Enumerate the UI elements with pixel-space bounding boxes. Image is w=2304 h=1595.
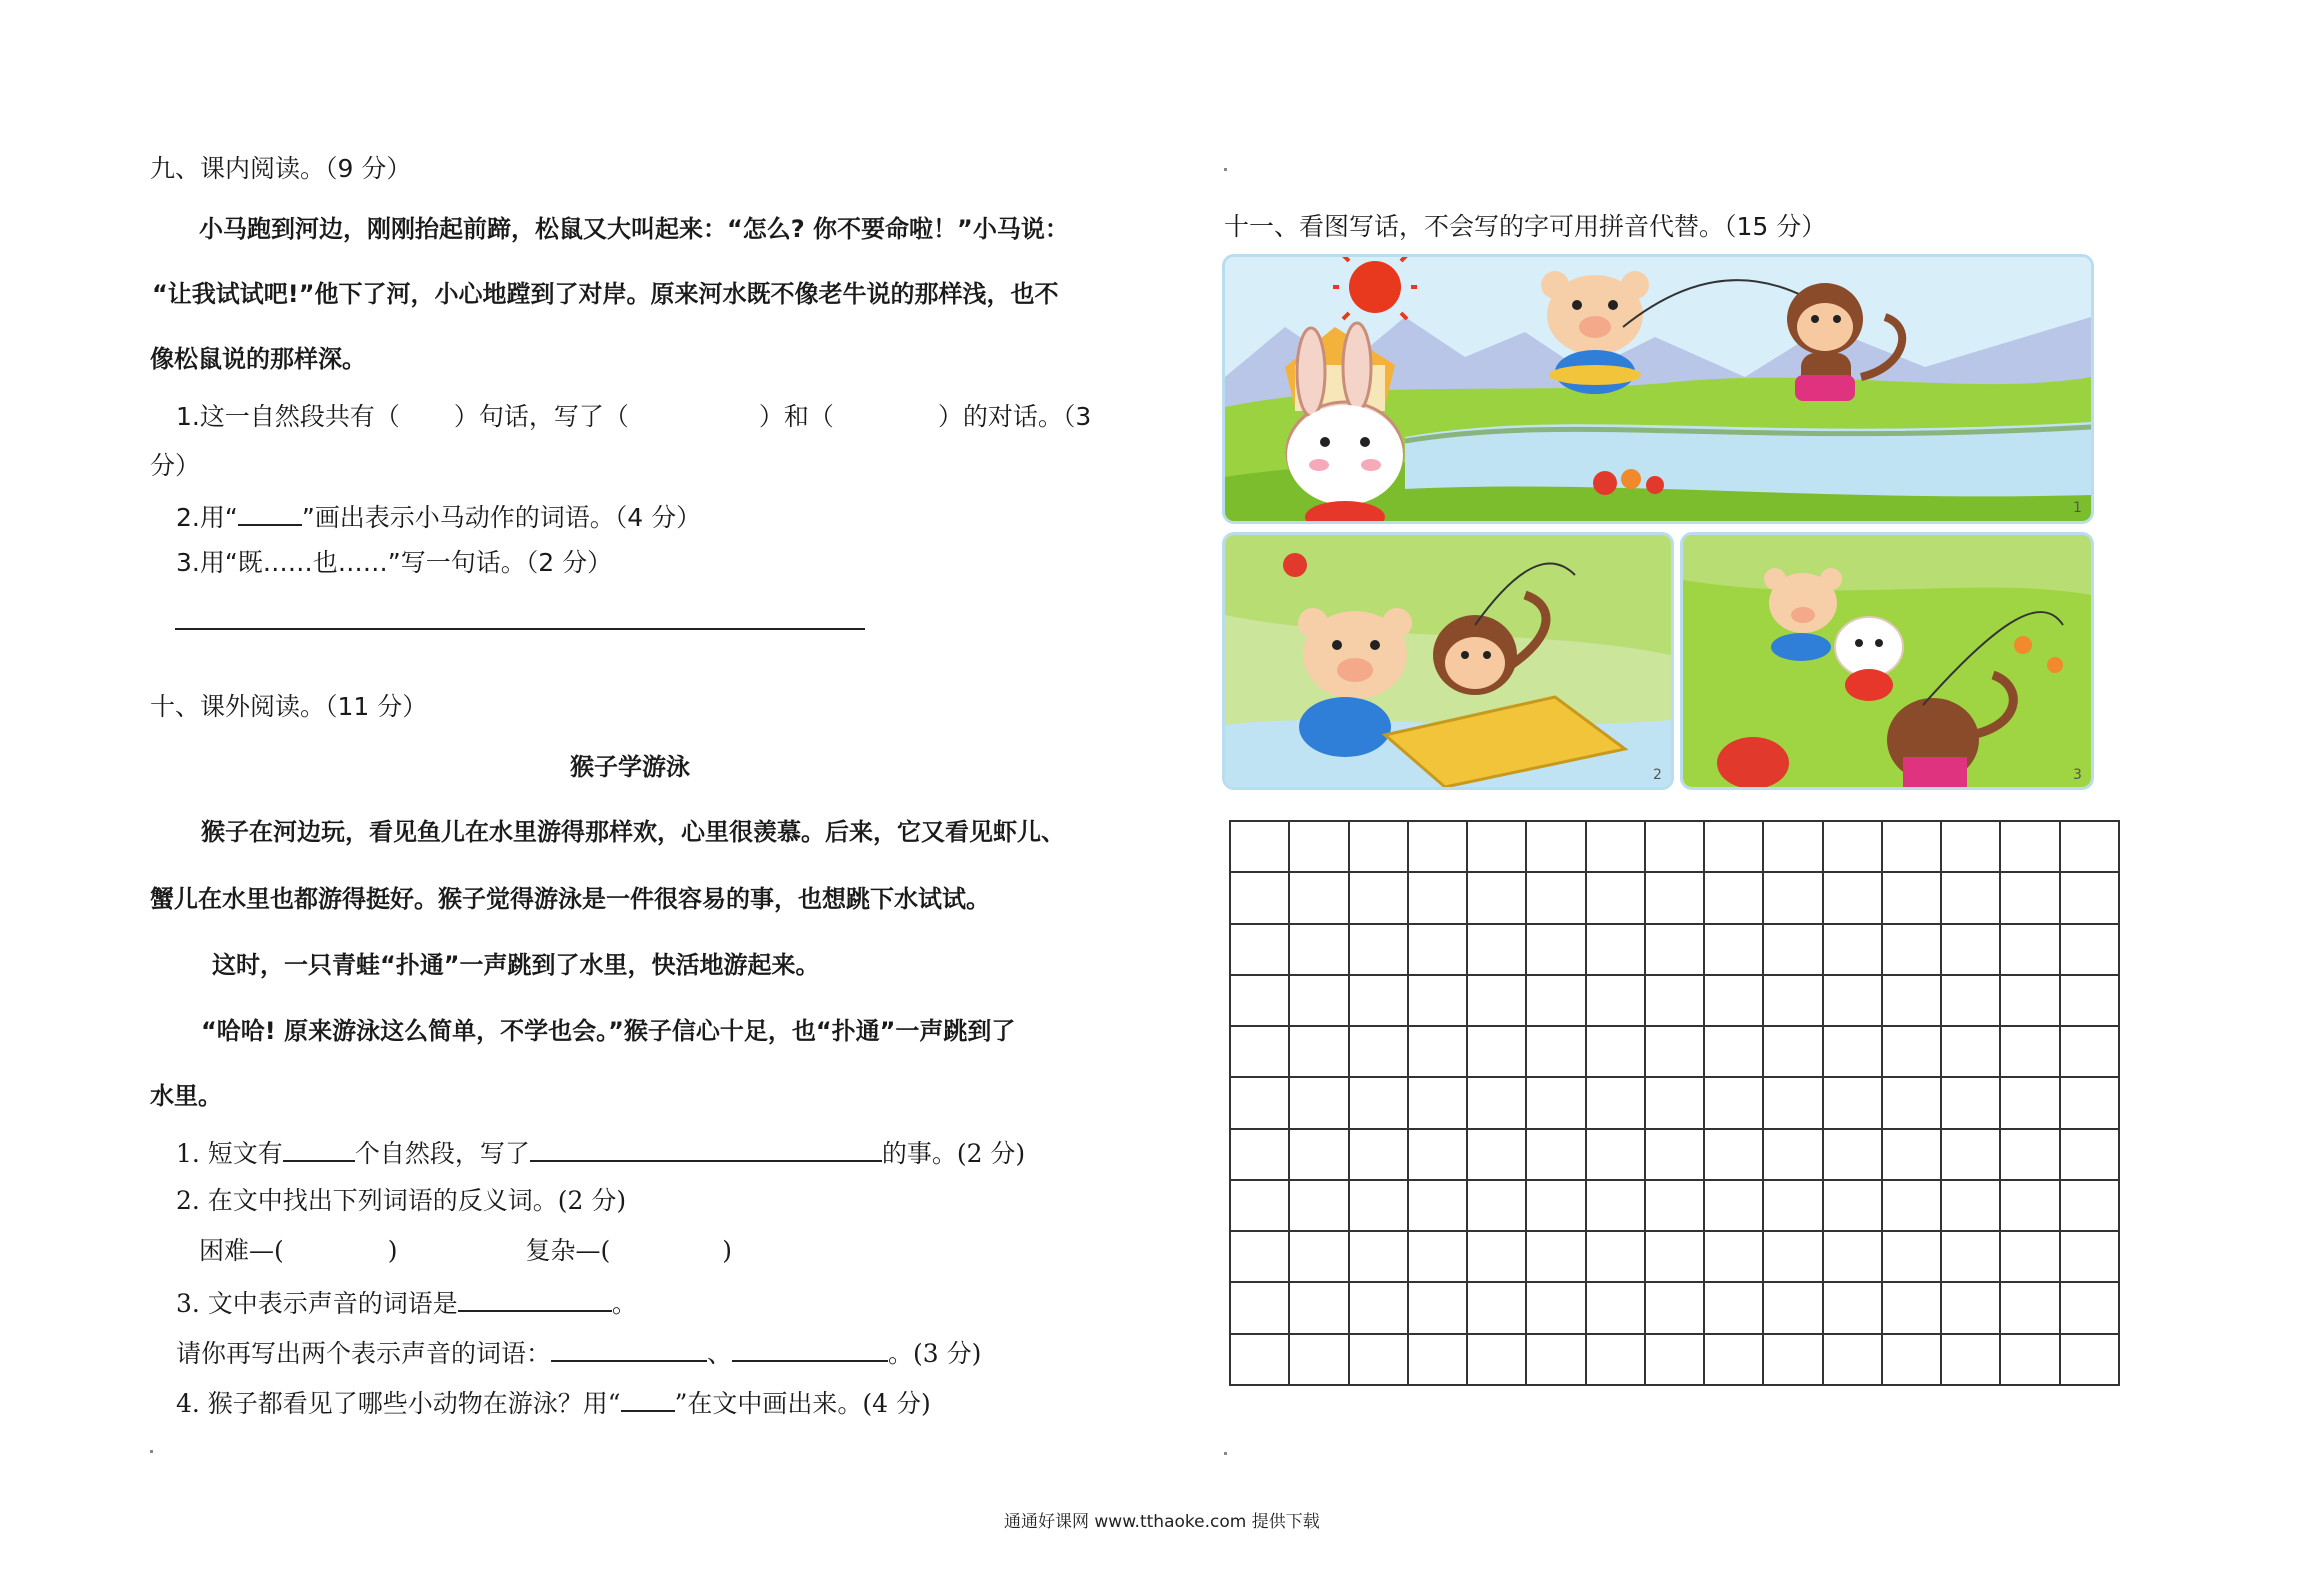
q10-q3-part-b: 。 (611, 1289, 637, 1318)
grid-cell[interactable] (1942, 976, 2001, 1027)
grid-cell[interactable] (1350, 822, 1409, 873)
grid-cell[interactable] (1824, 1027, 1883, 1078)
grid-cell[interactable] (1587, 1232, 1646, 1283)
q10-story-title: 猴子学游泳 (570, 753, 690, 781)
grid-cell[interactable] (1764, 976, 1823, 1027)
grid-cell[interactable] (1527, 925, 1586, 976)
q10-passage-line-5: 水里。 (150, 1082, 222, 1110)
grid-cell[interactable] (1942, 822, 2001, 873)
grid-cell[interactable] (1409, 1027, 1468, 1078)
q10-q4-underline-sample (621, 1386, 675, 1412)
grid-cell[interactable] (1468, 925, 1527, 976)
grid-cell[interactable] (2061, 1283, 2120, 1334)
grid-cell[interactable] (1290, 1130, 1349, 1181)
grid-cell[interactable] (2001, 925, 2060, 976)
q9-q1-part-c: ）和（ (758, 402, 834, 431)
q9-q2-underline-sample (238, 500, 302, 526)
grid-cell[interactable] (1705, 1130, 1764, 1181)
q10-q2-items (199, 1236, 732, 1266)
grid-cell[interactable] (1646, 1078, 1705, 1129)
grid-cell[interactable] (1764, 925, 1823, 976)
grid-cell[interactable] (1646, 1027, 1705, 1078)
grid-cell[interactable] (1587, 1335, 1646, 1386)
q10-q4-part-b: ”在文中画出来。(4 分) (674, 1389, 931, 1418)
grid-cell[interactable] (1350, 976, 1409, 1027)
grid-cell[interactable] (2061, 1335, 2120, 1386)
q10-question-3 (176, 1286, 637, 1319)
q9-answer-line[interactable] (175, 628, 865, 630)
q9-q1-score: 分） (150, 451, 201, 480)
grid-cell[interactable] (1231, 1232, 1290, 1283)
grid-cell[interactable] (1824, 1232, 1883, 1283)
q10-q1-blank-1[interactable] (283, 1136, 355, 1162)
grid-cell[interactable] (1883, 1181, 1942, 1232)
q9-passage-line-2: “让我试试吧!”他下了河，小心地蹚到了对岸。原来河水既不像老牛说的那样浅，也不 (152, 280, 1059, 308)
q10-q3b-blank-1[interactable] (551, 1336, 707, 1362)
grid-cell[interactable] (1942, 1130, 2001, 1181)
q9-q1-part-d: ）的对话。（3 (937, 402, 1092, 431)
grid-cell[interactable] (1883, 822, 1942, 873)
grid-cell[interactable] (1290, 925, 1349, 976)
grid-cell[interactable] (1527, 1181, 1586, 1232)
grid-cell[interactable] (2061, 1232, 2120, 1283)
grid-cell[interactable] (2061, 925, 2120, 976)
grid-cell[interactable] (1646, 822, 1705, 873)
grid-cell[interactable] (1231, 976, 1290, 1027)
grid-cell[interactable] (1764, 873, 1823, 924)
grid-cell[interactable] (1350, 1078, 1409, 1129)
grid-cell[interactable] (1409, 1130, 1468, 1181)
footer-credit: 通通好课网 www.tthaoke.com 提供下载 (1004, 1512, 1320, 1532)
q10-q3b-part-c: 。(3 分) (888, 1339, 982, 1368)
grid-cell[interactable] (1942, 1335, 2001, 1386)
grid-cell[interactable] (1350, 925, 1409, 976)
scene-pig-monkey-on-plank (1225, 535, 1671, 787)
grid-cell[interactable] (1409, 925, 1468, 976)
grid-cell[interactable] (2001, 1078, 2060, 1129)
grid-cell[interactable] (1290, 1335, 1349, 1386)
grid-cell[interactable] (1883, 1232, 1942, 1283)
picture-panel-1 (1222, 254, 2094, 524)
grid-cell[interactable] (1646, 1130, 1705, 1181)
corner-mark-right-bottom (1224, 1452, 1227, 1455)
grid-cell[interactable] (1468, 1078, 1527, 1129)
grid-cell[interactable] (1824, 822, 1883, 873)
q9-question-2 (176, 500, 701, 533)
grid-cell[interactable] (1468, 1283, 1527, 1334)
panel-3-number: 3 (2073, 767, 2082, 783)
grid-cell[interactable] (1231, 873, 1290, 924)
grid-cell[interactable] (1646, 1283, 1705, 1334)
q10-q3-part-a: 3. 文中表示声音的词语是 (176, 1289, 458, 1318)
grid-cell[interactable] (2001, 1130, 2060, 1181)
grid-cell[interactable] (2001, 873, 2060, 924)
grid-cell[interactable] (1290, 1232, 1349, 1283)
grid-cell[interactable] (1942, 1078, 2001, 1129)
grid-cell[interactable] (1705, 925, 1764, 976)
grid-cell[interactable] (1764, 1181, 1823, 1232)
grid-cell[interactable] (1705, 976, 1764, 1027)
grid-cell[interactable] (1646, 873, 1705, 924)
grid-cell[interactable] (1409, 1335, 1468, 1386)
q9-q2-part-b: ”画出表示小马动作的词语。（4 分） (301, 503, 702, 532)
grid-cell[interactable] (1231, 1027, 1290, 1078)
grid-cell[interactable] (1468, 1027, 1527, 1078)
q10-q1-part-a: 1. 短文有 (176, 1139, 283, 1168)
grid-cell[interactable] (2061, 1130, 2120, 1181)
grid-cell[interactable] (1409, 976, 1468, 1027)
grid-cell[interactable] (1764, 1335, 1823, 1386)
q10-title: 十、课外阅读。（11 分） (150, 692, 428, 721)
writing-grid[interactable] (1229, 820, 2120, 1386)
grid-cell[interactable] (1587, 1078, 1646, 1129)
q9-q1-part-b: ）句话，写了（ (453, 402, 629, 431)
panel-2-number: 2 (1653, 767, 1662, 783)
grid-cell[interactable] (1883, 1027, 1942, 1078)
grid-cell[interactable] (1468, 1181, 1527, 1232)
grid-cell[interactable] (1883, 1335, 1942, 1386)
grid-cell[interactable] (1764, 1027, 1823, 1078)
grid-cell[interactable] (1290, 1283, 1349, 1334)
grid-cell[interactable] (1587, 1027, 1646, 1078)
grid-cell[interactable] (1646, 1181, 1705, 1232)
grid-cell[interactable] (1705, 1283, 1764, 1334)
grid-cell[interactable] (1764, 1078, 1823, 1129)
grid-cell[interactable] (1705, 822, 1764, 873)
grid-cell[interactable] (1587, 1283, 1646, 1334)
grid-cell[interactable] (1231, 1283, 1290, 1334)
grid-cell[interactable] (2001, 1232, 2060, 1283)
grid-cell[interactable] (1942, 1283, 2001, 1334)
grid-cell[interactable] (1883, 873, 1942, 924)
q10-q3b-blank-2[interactable] (732, 1336, 888, 1362)
q10-passage-line-1: 猴子在河边玩，看见鱼儿在水里游得那样欢，心里很羡慕。后来，它又看见虾儿、 (201, 818, 1065, 846)
q10-q2-item-c: 复杂—( (525, 1236, 611, 1265)
grid-cell[interactable] (1587, 822, 1646, 873)
scene-pig-monkey-rabbit-by-river (1225, 257, 2091, 521)
grid-cell[interactable] (1824, 1283, 1883, 1334)
grid-cell[interactable] (1587, 873, 1646, 924)
grid-cell[interactable] (1764, 822, 1823, 873)
grid-cell[interactable] (1883, 1283, 1942, 1334)
picture-panel-3 (1680, 532, 2094, 790)
grid-cell[interactable] (1705, 1078, 1764, 1129)
grid-cell[interactable] (1646, 976, 1705, 1027)
corner-mark-right-top (1224, 168, 1227, 171)
grid-cell[interactable] (1824, 925, 1883, 976)
q10-passage-line-4: “哈哈! 原来游泳这么简单，不学也会。”猴子信心十足，也“扑通”一声跳到了 (201, 1017, 1016, 1045)
grid-cell[interactable] (1231, 822, 1290, 873)
q10-question-1 (176, 1136, 1025, 1169)
grid-cell[interactable] (1468, 873, 1527, 924)
grid-cell[interactable] (1350, 1232, 1409, 1283)
grid-cell[interactable] (1883, 925, 1942, 976)
grid-cell[interactable] (2061, 1027, 2120, 1078)
grid-cell[interactable] (1705, 1232, 1764, 1283)
grid-cell[interactable] (1587, 1130, 1646, 1181)
grid-cell[interactable] (1231, 925, 1290, 976)
grid-cell[interactable] (1883, 1078, 1942, 1129)
grid-cell[interactable] (1290, 873, 1349, 924)
grid-cell[interactable] (1824, 976, 1883, 1027)
grid-cell[interactable] (1942, 873, 2001, 924)
grid-cell[interactable] (1527, 976, 1586, 1027)
grid-cell[interactable] (1409, 1232, 1468, 1283)
q10-question-4 (176, 1386, 931, 1419)
grid-cell[interactable] (1883, 1130, 1942, 1181)
grid-cell[interactable] (1824, 1130, 1883, 1181)
grid-cell[interactable] (1290, 1078, 1349, 1129)
q10-q3b-part-a: 请你再写出两个表示声音的词语： (176, 1339, 552, 1368)
q9-passage-line-3: 像松鼠说的那样深。 (150, 345, 366, 373)
grid-cell[interactable] (1231, 1335, 1290, 1386)
scene-rabbit-pig-monkey-fishing (1683, 535, 2091, 787)
grid-cell[interactable] (1942, 925, 2001, 976)
grid-cell[interactable] (1231, 1181, 1290, 1232)
grid-cell[interactable] (1468, 976, 1527, 1027)
grid-cell[interactable] (2001, 976, 2060, 1027)
q10-q2-item-d: ) (722, 1236, 733, 1265)
grid-cell[interactable] (2061, 976, 2120, 1027)
grid-cell[interactable] (1764, 1130, 1823, 1181)
q10-q1-part-c: 的事。(2 分) (881, 1139, 1026, 1168)
grid-cell[interactable] (1705, 1335, 1764, 1386)
grid-cell[interactable] (2001, 1181, 2060, 1232)
grid-cell[interactable] (1705, 873, 1764, 924)
q10-q3-blank[interactable] (458, 1286, 612, 1312)
q10-q1-part-b: 个自然段，写了 (354, 1139, 530, 1168)
q10-question-2: 2. 在文中找出下列词语的反义词。(2 分) (176, 1186, 627, 1215)
grid-cell[interactable] (1527, 1130, 1586, 1181)
grid-cell[interactable] (1527, 1232, 1586, 1283)
grid-cell[interactable] (1350, 1027, 1409, 1078)
grid-cell[interactable] (2061, 822, 2120, 873)
grid-cell[interactable] (1527, 1335, 1586, 1386)
panel-1-number: 1 (2073, 500, 2082, 516)
grid-cell[interactable] (1527, 1078, 1586, 1129)
grid-cell[interactable] (1824, 873, 1883, 924)
grid-cell[interactable] (2001, 1335, 2060, 1386)
grid-cell[interactable] (1646, 925, 1705, 976)
grid-cell[interactable] (1409, 1283, 1468, 1334)
grid-cell[interactable] (1527, 1027, 1586, 1078)
q10-q1-blank-2[interactable] (530, 1136, 882, 1162)
grid-cell[interactable] (1942, 1027, 2001, 1078)
grid-cell[interactable] (1468, 822, 1527, 873)
grid-cell[interactable] (1409, 1078, 1468, 1129)
grid-cell[interactable] (1468, 1130, 1527, 1181)
grid-cell[interactable] (1468, 1232, 1527, 1283)
q9-passage-line-1: 小马跑到河边，刚刚抬起前蹄，松鼠又大叫起来：“怎么? 你不要命啦！”小马说： (199, 215, 1069, 243)
q10-q3b-part-b: 、 (707, 1339, 733, 1368)
grid-cell[interactable] (1942, 1232, 2001, 1283)
grid-cell[interactable] (1587, 925, 1646, 976)
grid-cell[interactable] (2061, 1181, 2120, 1232)
grid-cell[interactable] (1705, 1181, 1764, 1232)
grid-cell[interactable] (1942, 1181, 2001, 1232)
grid-cell[interactable] (1646, 1232, 1705, 1283)
grid-cell[interactable] (1231, 1078, 1290, 1129)
grid-cell[interactable] (1705, 1027, 1764, 1078)
q11-title: 十一、看图写话，不会写的字可用拼音代替。（15 分） (1224, 212, 1827, 241)
q9-q2-part-a: 2.用“ (176, 503, 238, 532)
grid-cell[interactable] (1587, 1181, 1646, 1232)
q10-q4-part-a: 4. 猴子都看见了哪些小动物在游泳？用“ (176, 1389, 621, 1418)
grid-cell[interactable] (1527, 822, 1586, 873)
grid-cell[interactable] (1883, 976, 1942, 1027)
grid-cell[interactable] (1527, 1283, 1586, 1334)
grid-cell[interactable] (1290, 1181, 1349, 1232)
picture-panel-2 (1222, 532, 1674, 790)
grid-cell[interactable] (1350, 1181, 1409, 1232)
q10-question-3b (176, 1336, 981, 1369)
q10-q2-item-a: 困难—( (199, 1236, 284, 1265)
grid-cell[interactable] (1350, 873, 1409, 924)
grid-cell[interactable] (1587, 976, 1646, 1027)
q10-passage-line-3: 这时，一只青蛙“扑通”一声跳到了水里，快活地游起来。 (212, 951, 820, 979)
grid-cell[interactable] (2001, 1027, 2060, 1078)
grid-cell[interactable] (1764, 1283, 1823, 1334)
q9-question-3: 3.用“既……也……”写一句话。（2 分） (176, 548, 613, 577)
q9-title: 九、课内阅读。（9 分） (150, 154, 412, 183)
grid-cell[interactable] (1824, 1078, 1883, 1129)
grid-cell[interactable] (1527, 873, 1586, 924)
grid-cell[interactable] (1350, 1283, 1409, 1334)
grid-cell[interactable] (1350, 1130, 1409, 1181)
grid-cell[interactable] (2001, 1283, 2060, 1334)
grid-cell[interactable] (2001, 822, 2060, 873)
grid-cell[interactable] (2061, 873, 2120, 924)
q9-q1-part-a: 1.这一自然段共有（ (176, 402, 400, 431)
grid-cell[interactable] (1468, 1335, 1527, 1386)
q10-passage-line-2: 蟹儿在水里也都游得挺好。猴子觉得游泳是一件很容易的事，也想跳下水试试。 (150, 885, 990, 913)
grid-cell[interactable] (1290, 976, 1349, 1027)
grid-cell[interactable] (1409, 822, 1468, 873)
grid-cell[interactable] (1764, 1232, 1823, 1283)
grid-cell[interactable] (1409, 1181, 1468, 1232)
grid-cell[interactable] (1290, 822, 1349, 873)
grid-cell[interactable] (1824, 1181, 1883, 1232)
q9-question-1 (176, 402, 1091, 432)
grid-cell[interactable] (1646, 1335, 1705, 1386)
grid-cell[interactable] (2061, 1078, 2120, 1129)
grid-cell[interactable] (1231, 1130, 1290, 1181)
q10-q2-item-b: ) (387, 1236, 398, 1265)
grid-cell[interactable] (1824, 1335, 1883, 1386)
grid-cell[interactable] (1409, 873, 1468, 924)
corner-mark-left (150, 1450, 153, 1453)
grid-cell[interactable] (1350, 1335, 1409, 1386)
grid-cell[interactable] (1290, 1027, 1349, 1078)
